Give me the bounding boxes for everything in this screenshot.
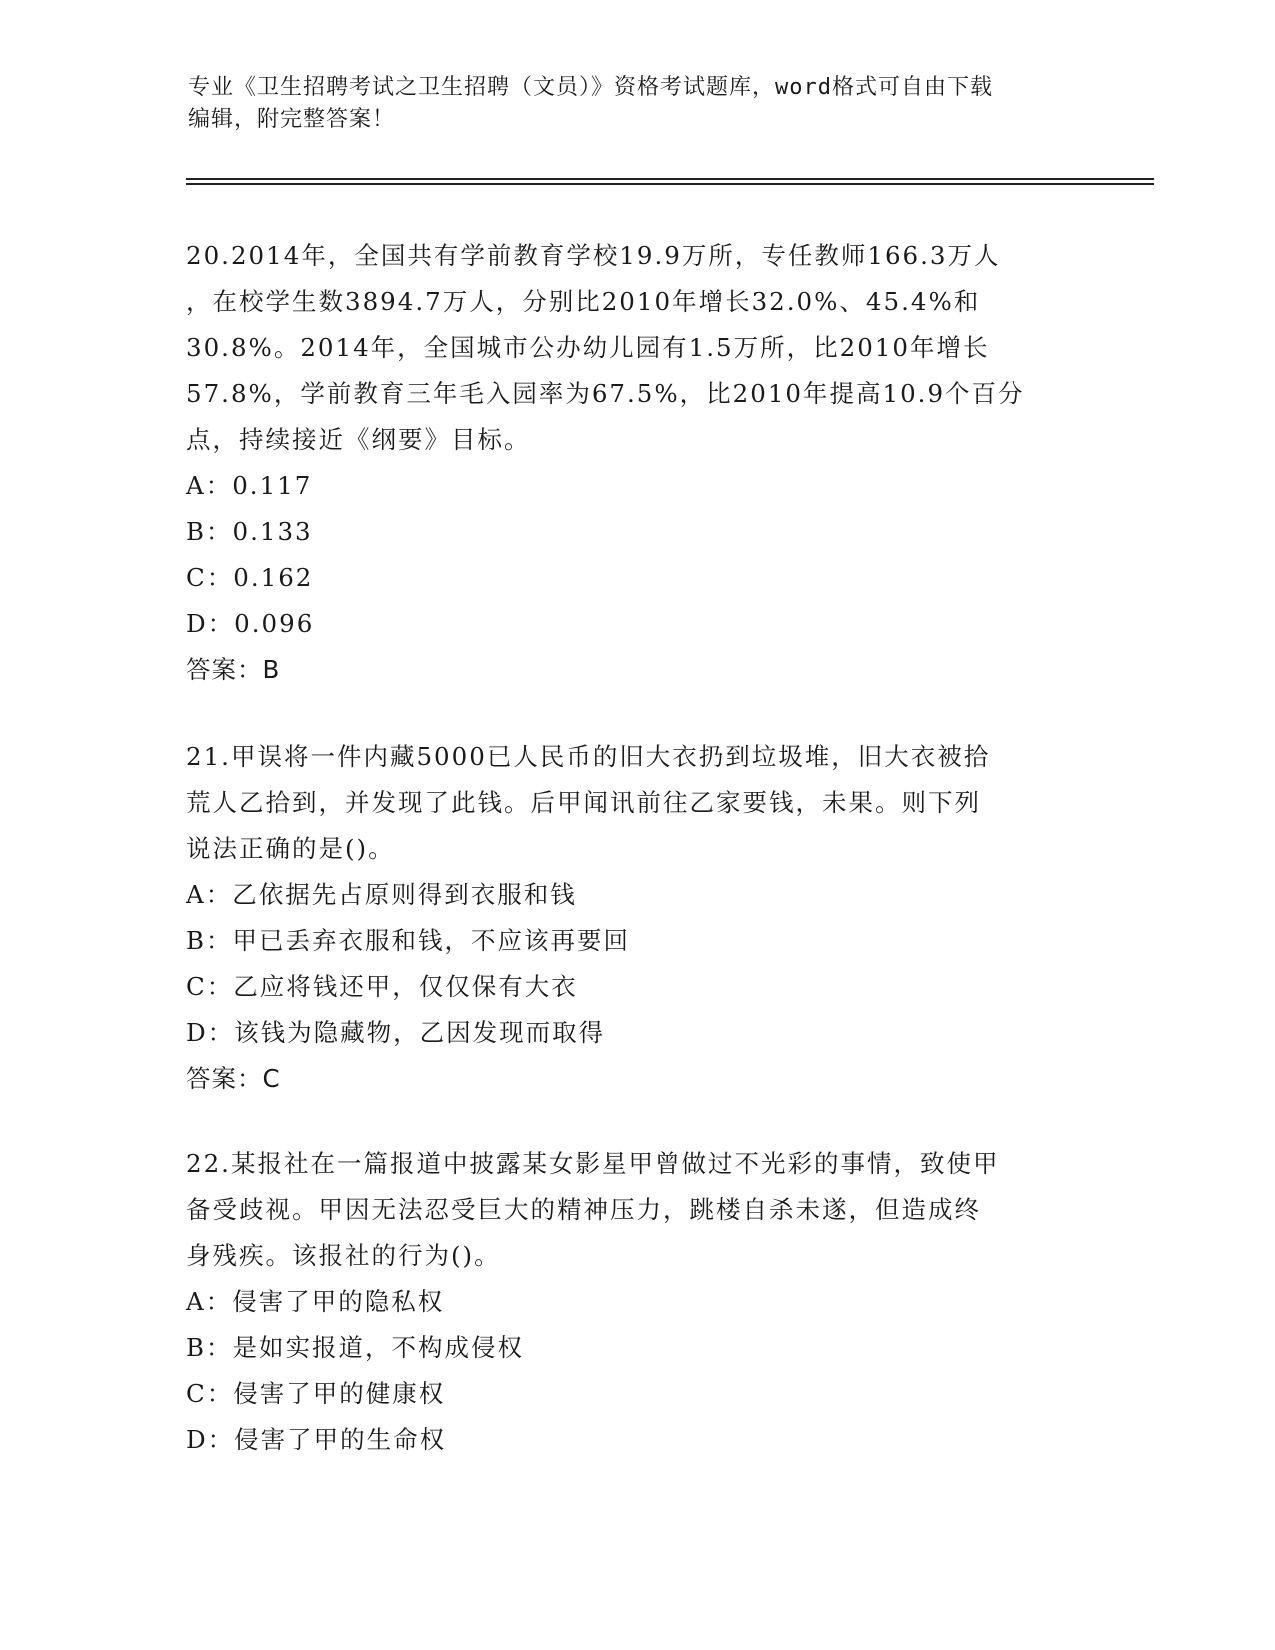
option-d: D：该钱为隐藏物，乙因发现而取得 xyxy=(186,1018,606,1047)
question-stem: 21.甲误将一件内藏5000已人民币的旧大衣扔到垃圾堆，旧大衣被拾 荒人乙拾到，并发现了此钱。后甲闻讯前往乙家要钱，未果。则下列 说法正确的是()。 xyxy=(186,742,991,863)
option-a: A：侵害了甲的隐私权 xyxy=(186,1287,445,1316)
answer-label: 答案：B xyxy=(186,655,281,684)
question-21 xyxy=(186,734,1086,1102)
answer-label: 答案：C xyxy=(186,1064,281,1093)
option-b: B：甲已丢弃衣服和钱，不应该再要回 xyxy=(186,926,631,955)
option-d: D：0.096 xyxy=(186,609,315,638)
option-b: B：是如实报道，不构成侵权 xyxy=(186,1333,525,1362)
option-a: A：0.117 xyxy=(186,471,313,500)
document-header: 专业《卫生招聘考试之卫生招聘（文员）》资格考试题库，word格式可自由下载 编辑，附完整答案！ xyxy=(188,75,993,132)
option-b: B：0.133 xyxy=(186,517,313,546)
question-22 xyxy=(186,1141,1086,1463)
header-divider-top xyxy=(186,178,1154,180)
option-c: C：0.162 xyxy=(186,563,314,592)
option-c: C：侵害了甲的健康权 xyxy=(186,1379,446,1408)
question-stem: 20.2014年，全国共有学前教育学校19.9万所，专任教师166.3万人 ，在校学生数3894.7万人，分别比2010年增长32.0%、45.4%和 30.8%。2014年，全国城市公办幼儿园有1.5万所，比2010年增长 57.8%，学前教育三年毛入园率为67.5%，比2010年提高10.9个百分 点，持续接近《纲要》目标。 xyxy=(186,241,1025,454)
option-d: D：侵害了甲的生命权 xyxy=(186,1425,447,1454)
option-a: A：乙依据先占原则得到衣服和钱 xyxy=(186,880,577,909)
question-stem: 22.某报社在一篇报道中披露某女影星甲曾做过不光彩的事情，致使甲 备受歧视。甲因无法忍受巨大的精神压力，跳楼自杀未遂，但造成终 身残疾。该报社的行为()。 xyxy=(186,1149,1000,1270)
header-divider-bottom xyxy=(186,183,1154,185)
question-20 xyxy=(186,233,1086,693)
option-c: C：乙应将钱还甲，仅仅保有大衣 xyxy=(186,972,578,1001)
